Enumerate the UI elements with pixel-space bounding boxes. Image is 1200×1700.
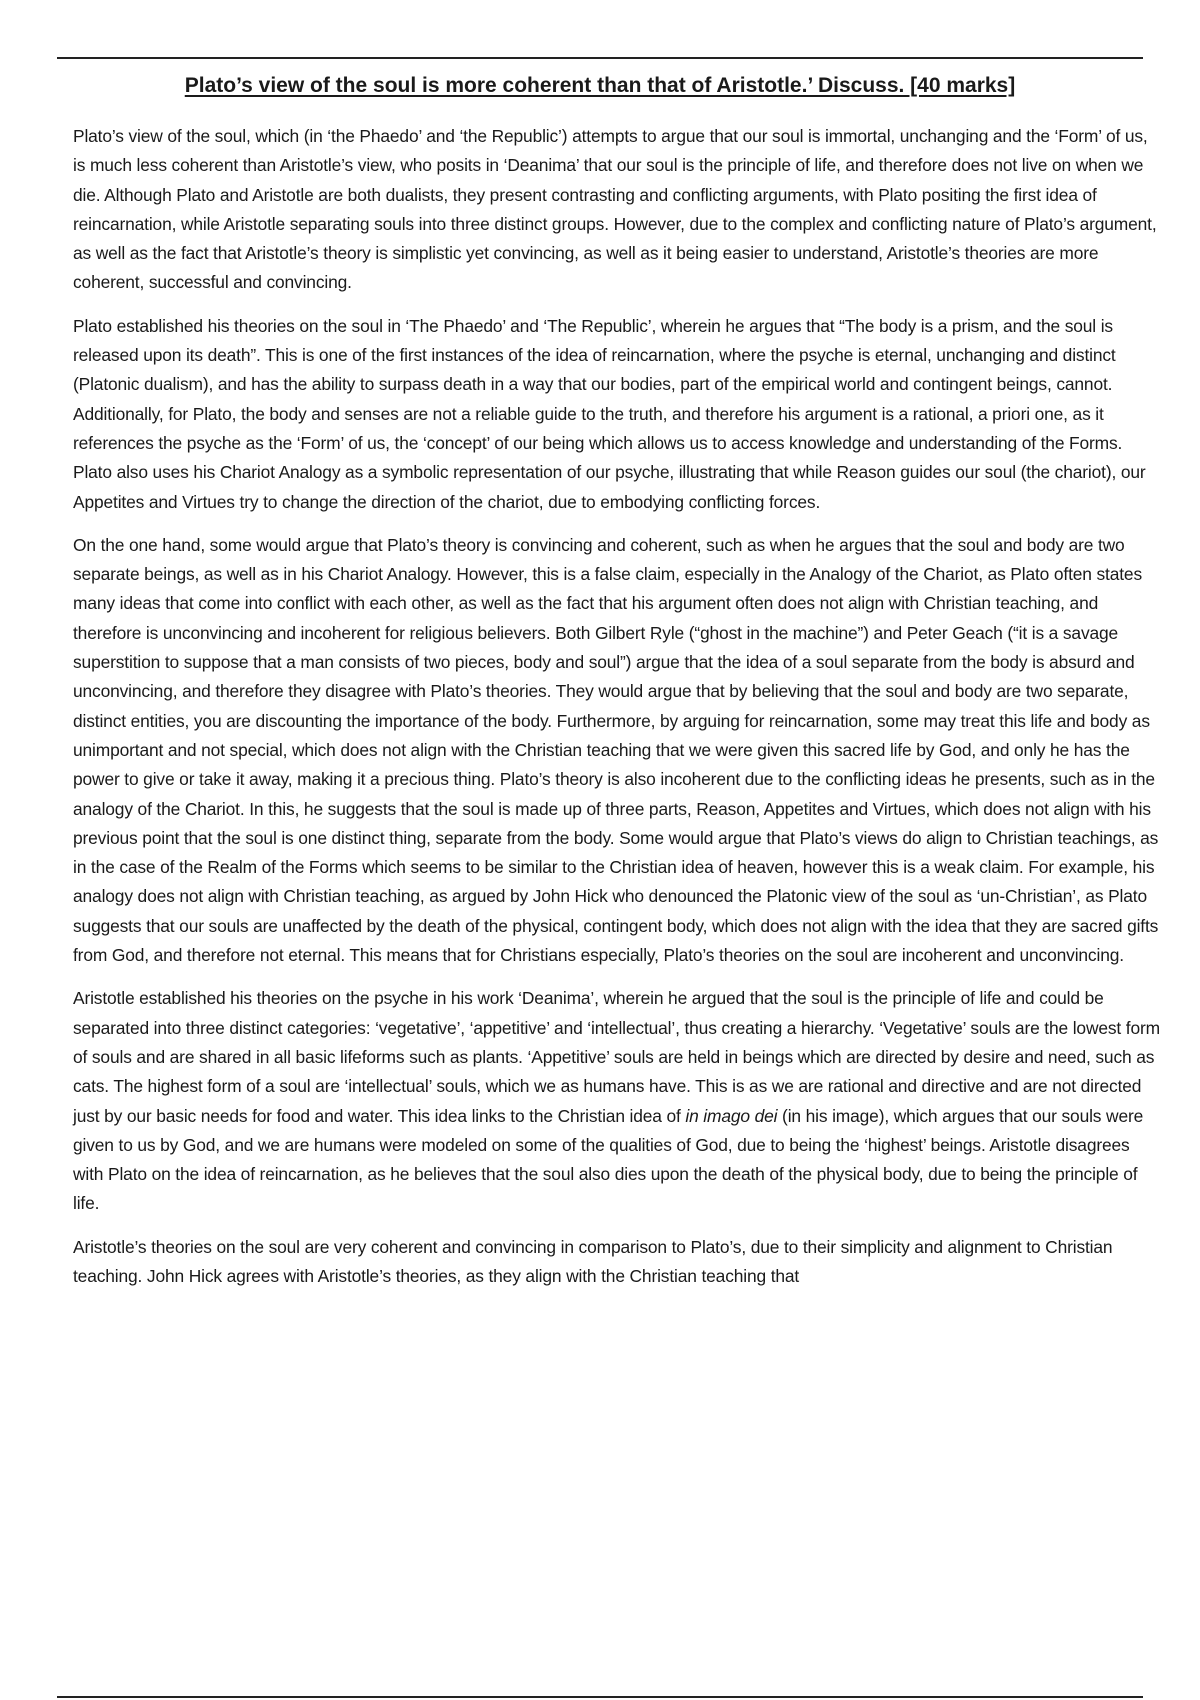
paragraph-plato-theory: Plato established his theories on the soul in ‘The Phaedo’ and ‘The Republic’, wherein he argues that “The body is a prism, and the soul is released upon its death”. This is one of the first instances of the idea of reincarnation, where the psyche is eternal, unchanging and distinct (Platonic dualism), and has the ability to surpass death in a way that our bodies, part of the empirical world and contingent beings, cannot. Additionally, for Plato, the body and senses are not a reliable guide to the truth, and therefore his argument is a rational, a priori one, as it references the psyche as the ‘Form’ of us, the ‘concept’ of our being which allows us to access knowledge and understanding of the Forms. Plato also uses his Chariot Analogy as a symbolic representation of our psyche, illustrating that while Reason guides our soul (the chariot), our Appetites and Virtues try to change the direction of the chariot, due to embodying conflicting forces.	[73, 315, 1146, 512]
page-title	[57, 74, 1143, 98]
paragraph-aristotle-coherence: Aristotle’s theories on the soul are very coherent and convincing in comparison to Plato’s, due to their simplicity and alignment to Christian teaching. John Hick agrees with Aristotle’s theories, as they align with the Christian teaching that	[73, 1236, 1113, 1286]
paragraph-aristotle-text-before: Aristotle established his theories on the psyche in his work ‘Deanima’, wherein he argued that the soul is the principle of life and could be separated into three distinct categories: ‘vegetative’, ‘appetitive’ and ‘intellectual’, thus creating a hierarchy. ‘Vegetative’ souls are the lowest form of souls and are shared in all basic lifeforms such as plants. ‘Appetitive’ souls are held in beings which are directed by desire and need, such as cats. The highest form of a soul are ‘intellectual’ souls, which we as humans have. This is as we are rational and directive and are not directed just by our basic needs for food and water. This idea links to the Christian idea of	[73, 988, 1160, 1126]
paragraph-intro: Plato’s view of the soul, which (in ‘the Phaedo’ and ‘the Republic’) attempts to argue that our soul is immortal, unchanging and the ‘Form’ of us, is much less coherent than Aristotle’s view, who posits in ‘Deanima’ that our soul is the principle of life, and therefore does not live on when we die. Although Plato and Aristotle are both dualists, they present contrasting and conflicting arguments, with Plato positing the first idea of reincarnation, while Aristotle separating souls into three distinct groups. However, due to the complex and conflicting nature of Plato’s argument, as well as the fact that Aristotle’s theory is simplistic yet convincing, as well as it being easier to understand, Aristotle’s theories are more coherent, successful and convincing.	[73, 126, 1157, 293]
bottom-rule	[57, 1696, 1143, 1698]
page-title-text: Plato’s view of the soul is more coherent than that of Aristotle.’ Discuss. [40 marks]	[184, 74, 1016, 97]
paragraph-aristotle-text-after: (in his image), which argues that our souls were given to us by God, and we are humans were modeled on some of the qualities of God, due to being the ‘highest’ beings. Aristotle disagrees with Plato on the idea of reincarnation, as he believes that the soul also dies upon the death of the physical body, due to being the principle of life.	[73, 1105, 1144, 1214]
essay-body	[73, 122, 1161, 1305]
paragraph-plato-critique: On the one hand, some would argue that Plato’s theory is convincing and coherent, such as when he argues that the soul and body are two separate beings, as well as in his Chariot Analogy. However, this is a false claim, especially in the Analogy of the Chariot, as Plato often states many ideas that come into conflict with each other, as well as the fact that his argument often does not align with Christian teaching, and therefore is unconvincing and incoherent for religious believers. Both Gilbert Ryle (“ghost in the machine”) and Peter Geach (“it is a savage superstition to suppose that a man consists of two pieces, body and soul”) argue that the idea of a soul separate from the body is absurd and unconvincing, and therefore they disagree with Plato’s theories. They would argue that by believing that the soul and body are two separate, distinct entities, you are discounting the importance of the body. Furthermore, by arguing for reincarnation, some may treat this life and body as unimportant and not special, which does not align with the Christian teaching that we were given this sacred life by God, and only he has the power to give or take it away, making it a precious thing. Plato’s theory is also incoherent due to the conflicting ideas he presents, such as in the analogy of the Chariot. In this, he suggests that the soul is made up of three parts, Reason, Appetites and Virtues, which does not align with his previous point that the soul is one distinct thing, separate from the body. Some would argue that Plato’s views do align to Christian teachings, as in the case of the Realm of the Forms which seems to be similar to the Christian idea of heaven, however this is a weak claim. For example, his analogy does not align with Christian teaching, as argued by John Hick who denounced the Platonic view of the soul as ‘un-Christian’, as Plato suggests that our souls are unaffected by the death of the physical, contingent body, which does not align with the idea that they are sacred gifts from God, and therefore not eternal. This means that for Christians especially, Plato’s theories on the soul are incoherent and unconvincing.	[73, 534, 1159, 966]
paragraph-aristotle-italic: in imago dei	[685, 1105, 778, 1126]
paragraph-aristotle-theory	[73, 984, 1161, 1218]
top-rule	[57, 57, 1143, 59]
